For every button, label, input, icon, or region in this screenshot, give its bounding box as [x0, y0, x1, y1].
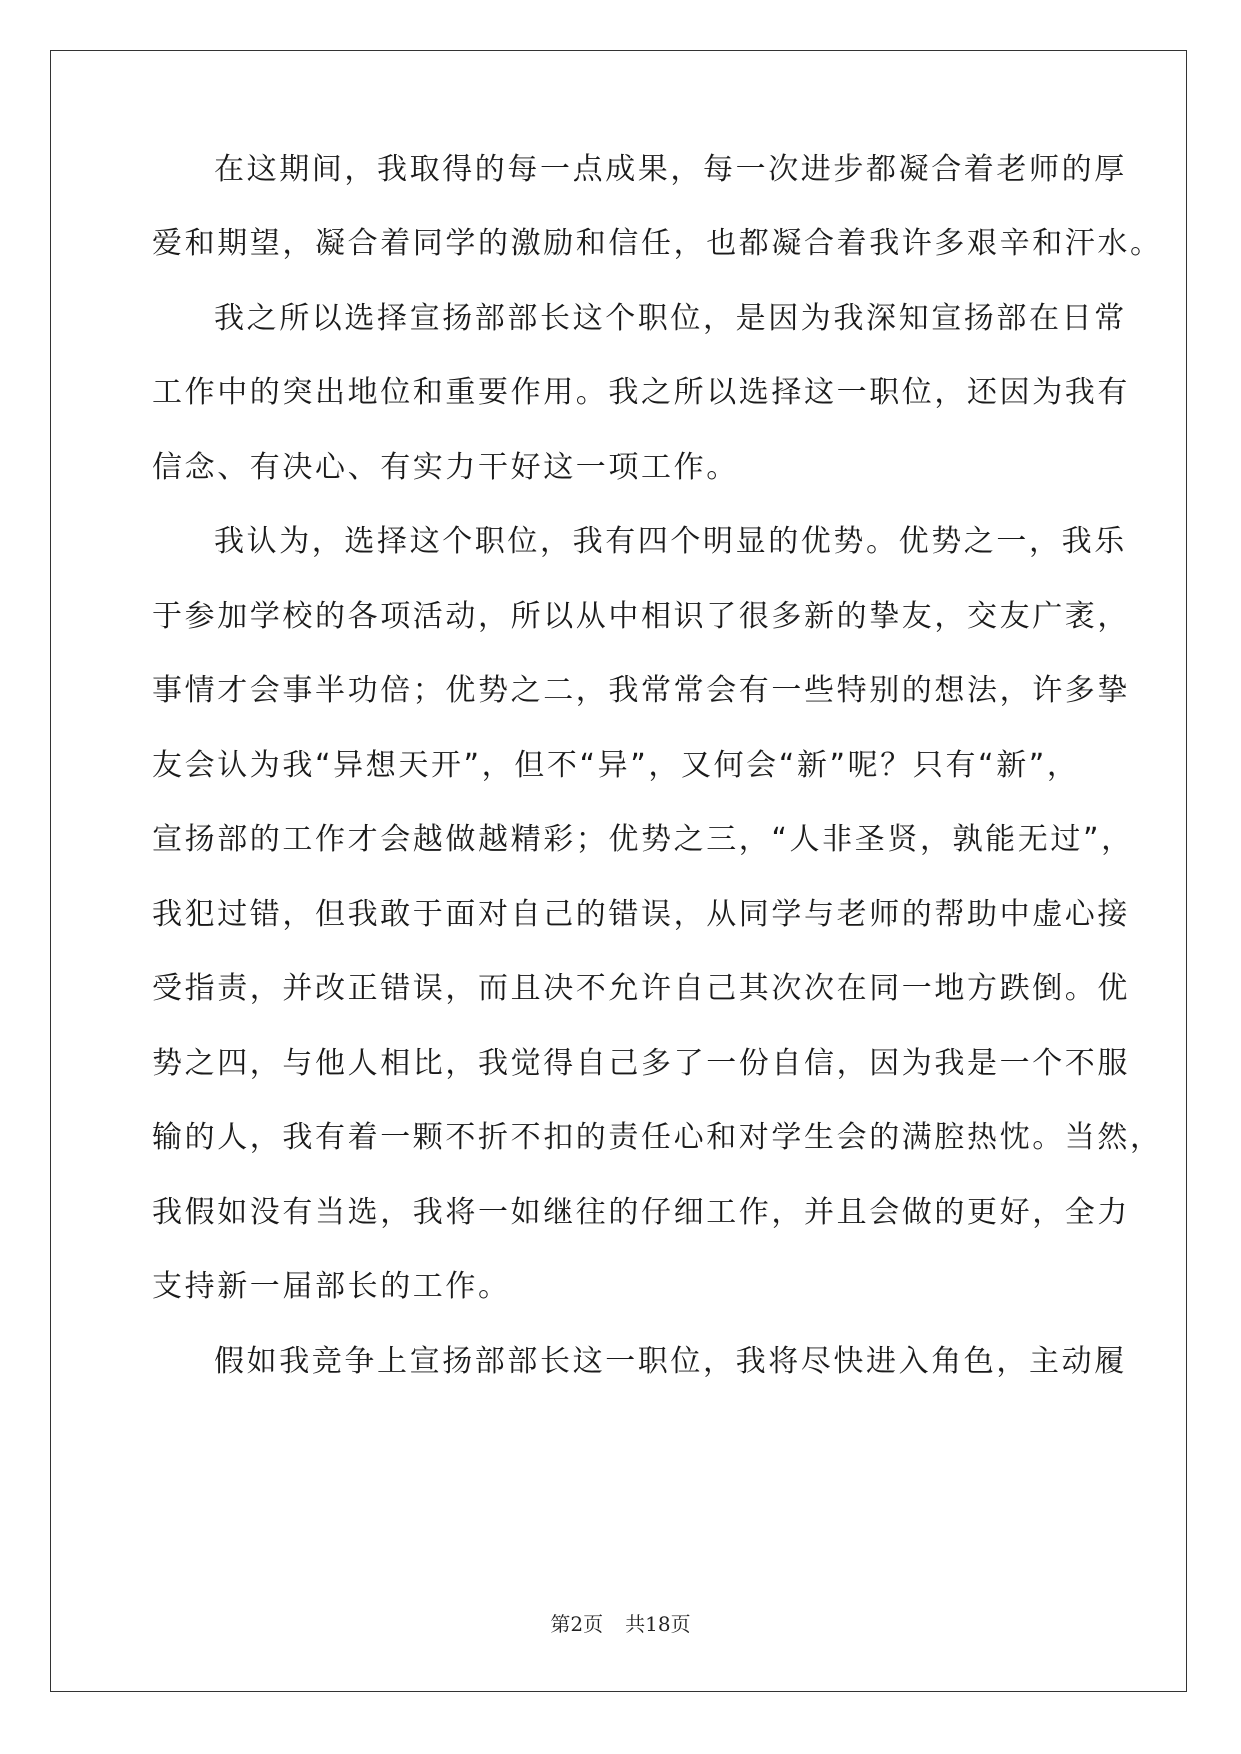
text-line: 我之所以选择宣扬部部长这个职位，是因为我深知宣扬部在日常 — [214, 301, 1127, 336]
text-line: 受指责，并改正错误，而且决不允许自己其次次在同一地方跌倒。优 — [152, 971, 1130, 1006]
text-line: 势之四，与他人相比，我觉得自己多了一份自信，因为我是一个不服 — [152, 1046, 1130, 1081]
page-footer — [0, 1612, 1241, 1636]
text-line: 于参加学校的各项活动，所以从中相识了很多新的挚友，交友广袤， — [152, 599, 1130, 634]
text-line: 我假如没有当选，我将一如继往的仔细工作，并且会做的更好，全力 — [152, 1195, 1130, 1230]
text-line: 事情才会事半功倍；优势之二，我常常会有一些特别的想法，许多挚 — [152, 673, 1130, 708]
text-line: 输的人，我有着一颗不折不扣的责任心和对学生会的满腔热忱。当然， — [152, 1120, 1163, 1155]
text-line: 工作中的突出地位和重要作用。我之所以选择这一职位，还因为我有 — [152, 375, 1130, 410]
text-line: 友会认为我“异想天开”，但不“异”，又何会“新”呢？只有“新”， — [152, 748, 1080, 783]
text-line: 宣扬部的工作才会越做越精彩；优势之三，“人非圣贤，孰能无过”， — [152, 822, 1134, 857]
text-line: 假如我竞争上宣扬部部长这一职位，我将尽快进入角色，主动履 — [214, 1344, 1127, 1379]
text-line: 我认为，选择这个职位，我有四个明显的优势。优势之一，我乐 — [214, 524, 1127, 559]
page-number: 第2页 — [550, 1612, 604, 1636]
page-total: 共18页 — [625, 1612, 691, 1636]
text-line: 支持新一届部长的工作。 — [152, 1269, 511, 1304]
text-line: 在这期间，我取得的每一点成果，每一次进步都凝合着老师的厚 — [214, 152, 1127, 187]
text-line: 信念、有决心、有实力干好这一项工作。 — [152, 450, 739, 485]
text-line: 我犯过错，但我敢于面对自己的错误，从同学与老师的帮助中虚心接 — [152, 897, 1130, 932]
text-line: 爱和期望，凝合着同学的激励和信任，也都凝合着我许多艰辛和汗水。 — [152, 226, 1163, 261]
